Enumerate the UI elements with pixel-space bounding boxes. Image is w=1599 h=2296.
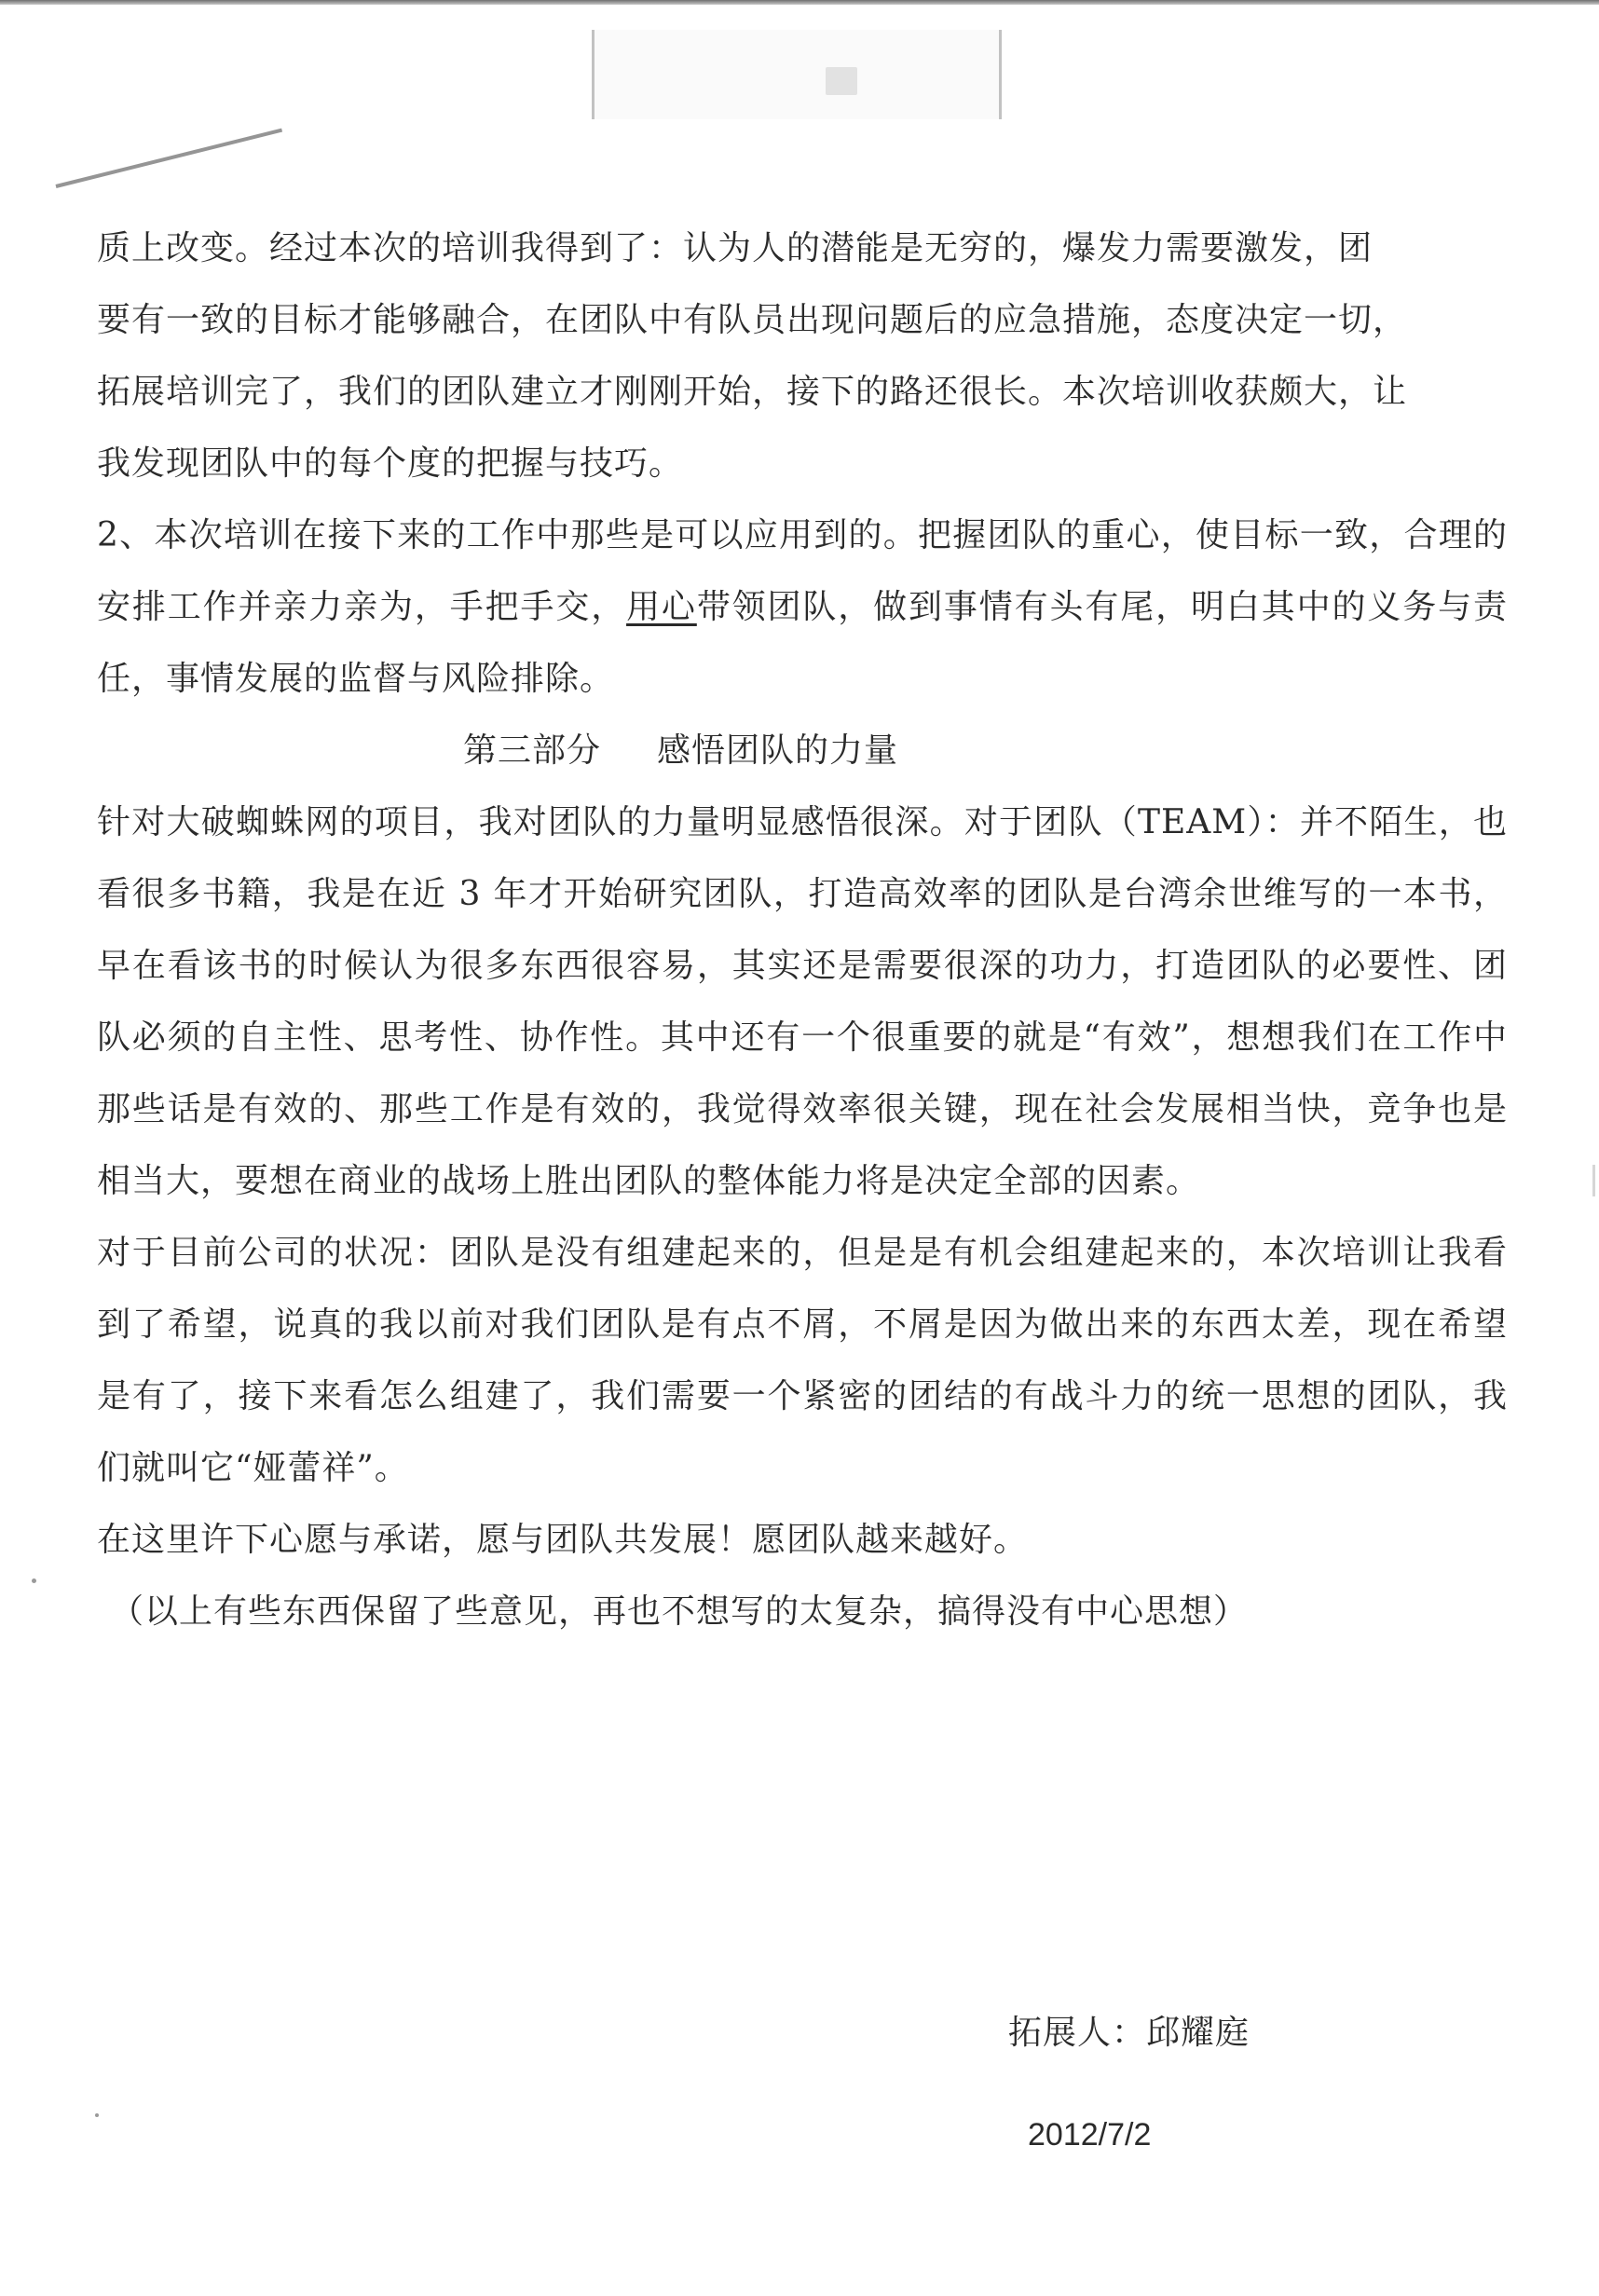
fragment-line-4: 我发现团队中的每个度的把握与技巧。	[97, 444, 684, 483]
scan-top-edge	[0, 0, 1599, 5]
section-label: 第三部分	[463, 731, 602, 770]
wish-paragraph: 在这里许下心愿与承诺，愿与团队共发展！愿团队越来越好。	[97, 1521, 1029, 1559]
clip-mark	[826, 67, 857, 95]
company-paragraph: 对于目前公司的状况：团队是没有组建起来的，但是是有机会组建起来的，本次培训让我看到了希望，说真的我以前对我们团队是有点不屑，不屑是因为做出来的东西太差，现在希望是有了，接下来看怎么组建了，我们需要一个紧密的团结的有战斗力的统一思想的团队，我们就叫它“娅蕾祥”。	[97, 1234, 1508, 1487]
scan-edge-mark	[1592, 1165, 1595, 1196]
scan-speck	[32, 1578, 36, 1583]
underlined-phrase: 用心	[626, 588, 697, 626]
section-heading	[97, 715, 1508, 786]
scan-speck	[95, 2113, 99, 2117]
author-signature: 拓展人：邱耀庭	[1008, 2014, 1250, 2052]
item-2-paragraph	[97, 499, 1508, 715]
fragment-line-2: 要有一致的目标才能够融合，在团队中有队员出现问题后的应急措施，态度决定一切，	[97, 301, 1408, 339]
item-2-text-a: 2、本次培训在接下来的工作中那些是可以应用到的。把握团队的重心，使目标一致，合理的安排工作并亲力亲为，手把手交，	[97, 516, 1508, 626]
section-title: 感悟团队的力量	[657, 731, 899, 770]
fragment-line-3: 拓展培训完了，我们的团队建立才刚刚开始，接下的路还很长。本次培训收获颇大，让	[97, 373, 1408, 411]
scan-scratch-mark	[56, 129, 283, 188]
note-paragraph: （以上有些东西保留了些意见，再也不想写的太复杂，搞得没有中心思想）	[110, 1592, 1249, 1631]
team-paragraph: 针对大破蜘蛛网的项目，我对团队的力量明显感悟很深。对于团队（TEAM）：并不陌生，也看很多书籍，我是在近 3 年才开始研究团队，打造高效率的团队是台湾余世维写的一本书，早在看该书的时候认为很多东西很容易，其实还是需要很深的功力，打造团队的必要性、团队必须的自主性、思考性、协作性。其中还有一个很重要的就是“有效”，想想我们在工作中那些话是有效的、那些工作是有效的，我觉得效率很关键，现在社会发展相当快，竞争也是相当大，要想在商业的战场上胜出团队的整体能力将是决定全部的因素。	[97, 803, 1508, 1200]
document-body	[97, 212, 1508, 1647]
fragment-line-1: 质上改变。经过本次的培训我得到了：认为人的潜能是无穷的，爆发力需要激发，团	[97, 229, 1374, 267]
paper-clip-shadow	[592, 30, 1002, 119]
document-date: 2012/7/2	[1028, 2117, 1152, 2152]
item-2-text-b: 带领团队，做到事情有头有尾，明白其中的义务与责任，事情发展的监督与风险排除。	[97, 588, 1508, 698]
